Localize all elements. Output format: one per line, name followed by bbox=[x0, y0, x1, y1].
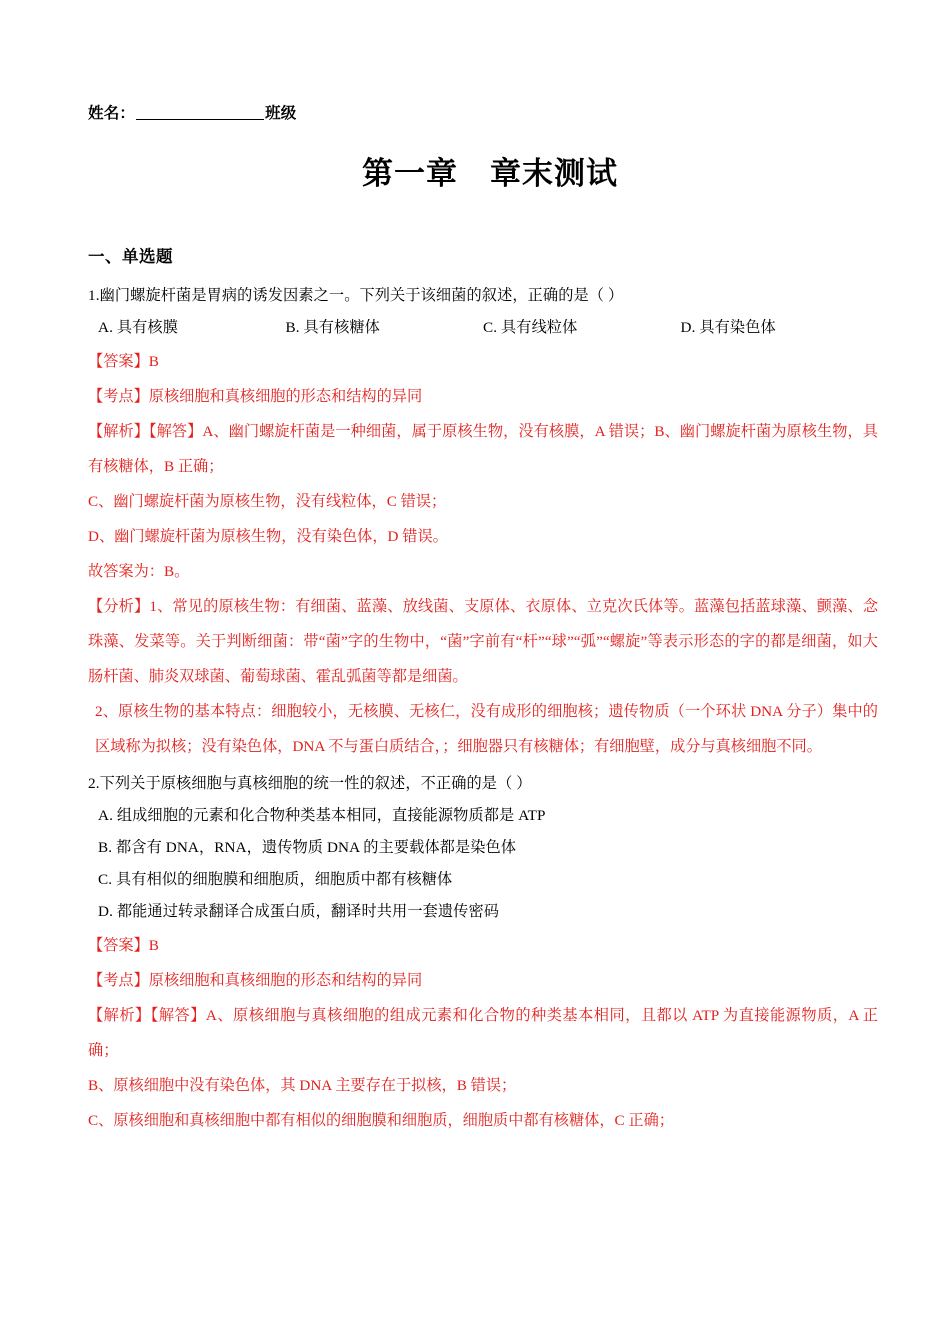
question-2-explanation-3: C、原核细胞和真核细胞中都有相似的细胞膜和细胞质，细胞质中都有核糖体，C 正确； bbox=[88, 1112, 674, 1129]
question-2-explanation-1: 【解析】【解答】A、原核细胞与真核细胞的组成元素和化合物的种类基本相同，且都以 ATP 为直接能源物质，A 正确； bbox=[88, 1007, 878, 1059]
document-body bbox=[88, 104, 878, 1138]
name-label: 姓名： bbox=[88, 105, 136, 122]
question-1-option-b[interactable]: B. 具有核糖体 bbox=[285, 319, 380, 336]
question-1-option-c[interactable]: C. 具有线粒体 bbox=[483, 319, 578, 336]
question-1-explanation-2: C、幽门螺旋杆菌为原核生物，没有线粒体，C 错误； bbox=[88, 493, 447, 510]
question-2-explanation-2: B、原核细胞中没有染色体，其 DNA 主要存在于拟核，B 错误； bbox=[88, 1077, 517, 1094]
section-heading-single-choice: 一、单选题 bbox=[88, 248, 173, 266]
question-1-options-row bbox=[88, 312, 878, 344]
question-1-conclusion: 故答案为：B。 bbox=[88, 563, 190, 580]
question-2-answer: 【答案】B bbox=[88, 937, 159, 954]
question-1-option-a[interactable]: A. 具有核膜 bbox=[98, 319, 179, 336]
question-1-analysis-1: 【分析】1、常见的原核生物：有细菌、蓝藻、放线菌、支原体、衣原体、立克次氏体等。蓝藻包括蓝球藻、颤藻、念珠藻、发菜等。关于判断细菌：带“菌”字的生物中，“菌”字前有“杆”“球”“弧”“螺旋”等表示形态的字的都是细菌，如大肠杆菌、肺炎双球菌、葡萄球菌、霍乱弧菌等都是细菌。 bbox=[88, 598, 878, 685]
question-1-analysis-2: 2、原核生物的基本特点：细胞较小，无核膜、无核仁，没有成形的细胞核；遗传物质（一个环状 DNA 分子）集中的区域称为拟核；没有染色体，DNA 不与蛋白质结合，；细胞器只有核糖体；有细胞壁，成分与真核细胞不同。 bbox=[95, 703, 878, 755]
class-label: 班级 bbox=[265, 105, 297, 122]
question-1-answer: 【答案】B bbox=[88, 353, 159, 370]
question-1-explanation-3: D、幽门螺旋杆菌为原核生物，没有染色体，D 错误。 bbox=[88, 528, 448, 545]
question-1-stem: 1.幽门螺旋杆菌是胃病的诱发因素之一。下列关于该细菌的叙述，正确的是（ ） bbox=[88, 287, 624, 304]
question-2-option-a[interactable]: A. 组成细胞的元素和化合物种类基本相同，直接能源物质都是 ATP bbox=[98, 807, 546, 824]
student-info-line bbox=[88, 104, 878, 124]
question-1-knowledge-point: 【考点】原核细胞和真核细胞的形态和结构的异同 bbox=[88, 388, 423, 405]
question-2-option-b[interactable]: B. 都含有 DNA，RNA，遗传物质 DNA 的主要载体都是染色体 bbox=[98, 839, 517, 856]
question-1-explanation-1: 【解析】【解答】A、幽门螺旋杆菌是一种细菌，属于原核生物，没有核膜，A 错误；B、幽门螺旋杆菌为原核生物，具有核糖体，B 正确； bbox=[88, 423, 878, 475]
question-2-option-c[interactable]: C. 具有相似的细胞膜和细胞质，细胞质中都有核糖体 bbox=[98, 871, 453, 888]
question-2-knowledge-point: 【考点】原核细胞和真核细胞的形态和结构的异同 bbox=[88, 972, 423, 989]
question-1-option-d[interactable]: D. 具有染色体 bbox=[680, 319, 776, 336]
question-2-stem: 2.下列关于原核细胞与真核细胞的统一性的叙述，不正确的是（ ） bbox=[88, 775, 532, 792]
name-blank-underline[interactable] bbox=[136, 119, 264, 120]
page-title: 第一章 章末测试 bbox=[362, 156, 618, 191]
question-2-option-d[interactable]: D. 都能通过转录翻译合成蛋白质，翻译时共用一套遗传密码 bbox=[98, 903, 500, 920]
